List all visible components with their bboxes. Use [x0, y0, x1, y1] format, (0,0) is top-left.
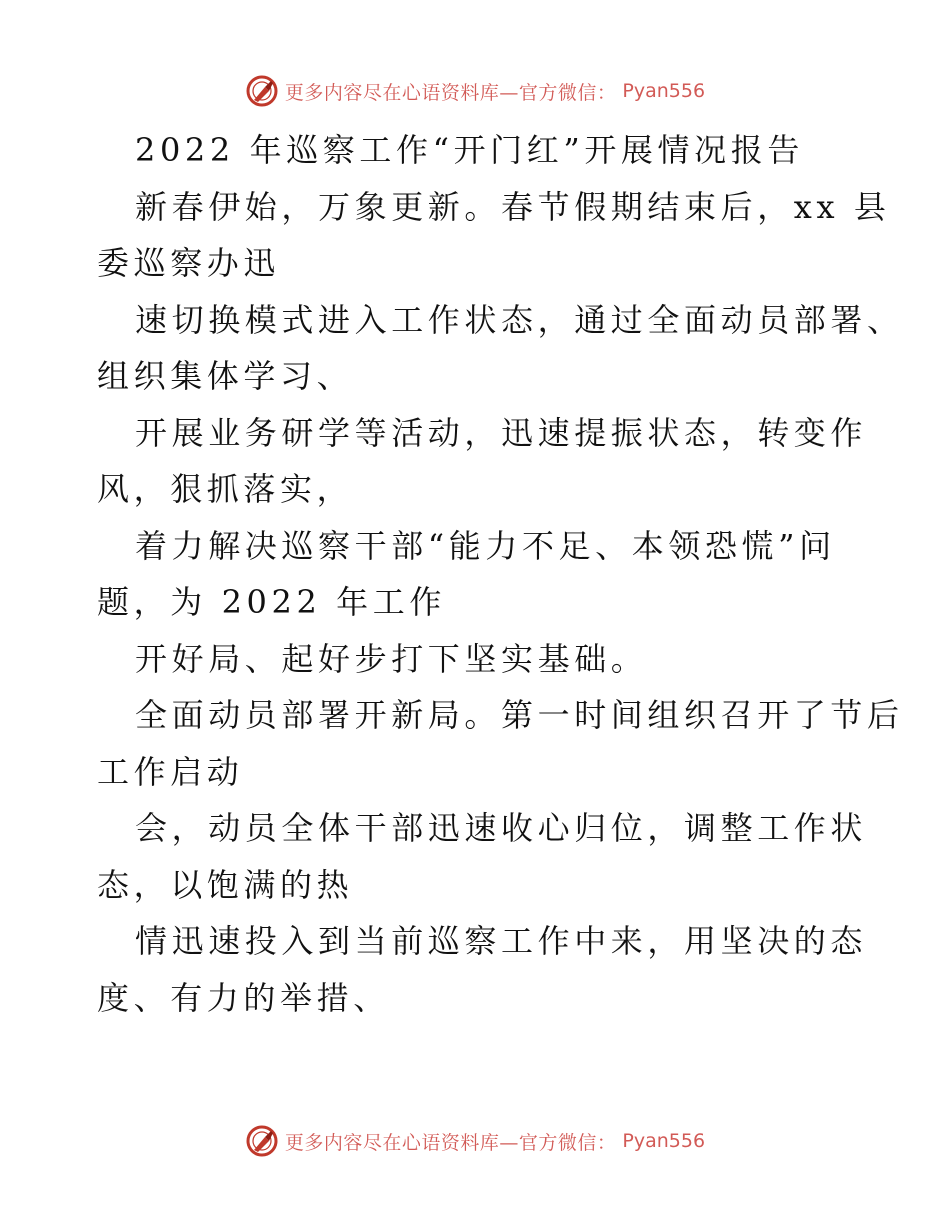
paragraph-line: 题，为 2022 年工作 [97, 583, 446, 621]
fountain-pen-seal-icon [245, 1124, 279, 1158]
document-body [97, 122, 904, 1026]
paragraph-line: 会，动员全体干部迅速收心归位，调整工作状 [135, 809, 868, 847]
header-watermark [0, 71, 950, 111]
paragraph-line: 情迅速投入到当前巡察工作中来，用坚决的态 [135, 922, 868, 960]
footer-watermark [0, 1121, 950, 1161]
paragraph-line: 风，狠抓落实， [97, 470, 354, 508]
paragraph-line: 工作启动 [97, 752, 244, 791]
paragraph-line: 全面动员部署开新局。第一时间组织召开了节后 [135, 696, 904, 734]
paragraph-line: 态，以饱满的热 [97, 865, 354, 904]
document-title: 2022 年巡察工作“开门红”开展情况报告 [135, 131, 804, 169]
watermark-wechat-handle: Pyan556 [622, 1130, 706, 1152]
paragraph-line: 开展业务研学等活动，迅速提振状态，转变作 [135, 413, 868, 452]
paragraph-line: 度、有力的举措、 [97, 978, 390, 1017]
fountain-pen-seal-icon [245, 74, 279, 108]
paragraph-line: 速切换模式进入工作状态，通过全面动员部署、 [135, 300, 904, 339]
watermark-text: 更多内容尽在心语资料库—官方微信： [284, 1131, 617, 1154]
paragraph-line: 组织集体学习、 [97, 357, 354, 395]
watermark-wechat-handle: Pyan556 [622, 80, 706, 102]
paragraph-line: 委巡察办迅 [97, 244, 281, 282]
paragraph-line: 新春伊始，万象更新。春节假期结束后，xx 县 [135, 187, 891, 226]
paragraph-line: 开好局、起好步打下坚实基础。 [135, 639, 648, 678]
watermark-text: 更多内容尽在心语资料库—官方微信： [284, 81, 617, 104]
paragraph-line: 着力解决巡察干部“能力不足、本领恐慌”问 [135, 526, 836, 565]
